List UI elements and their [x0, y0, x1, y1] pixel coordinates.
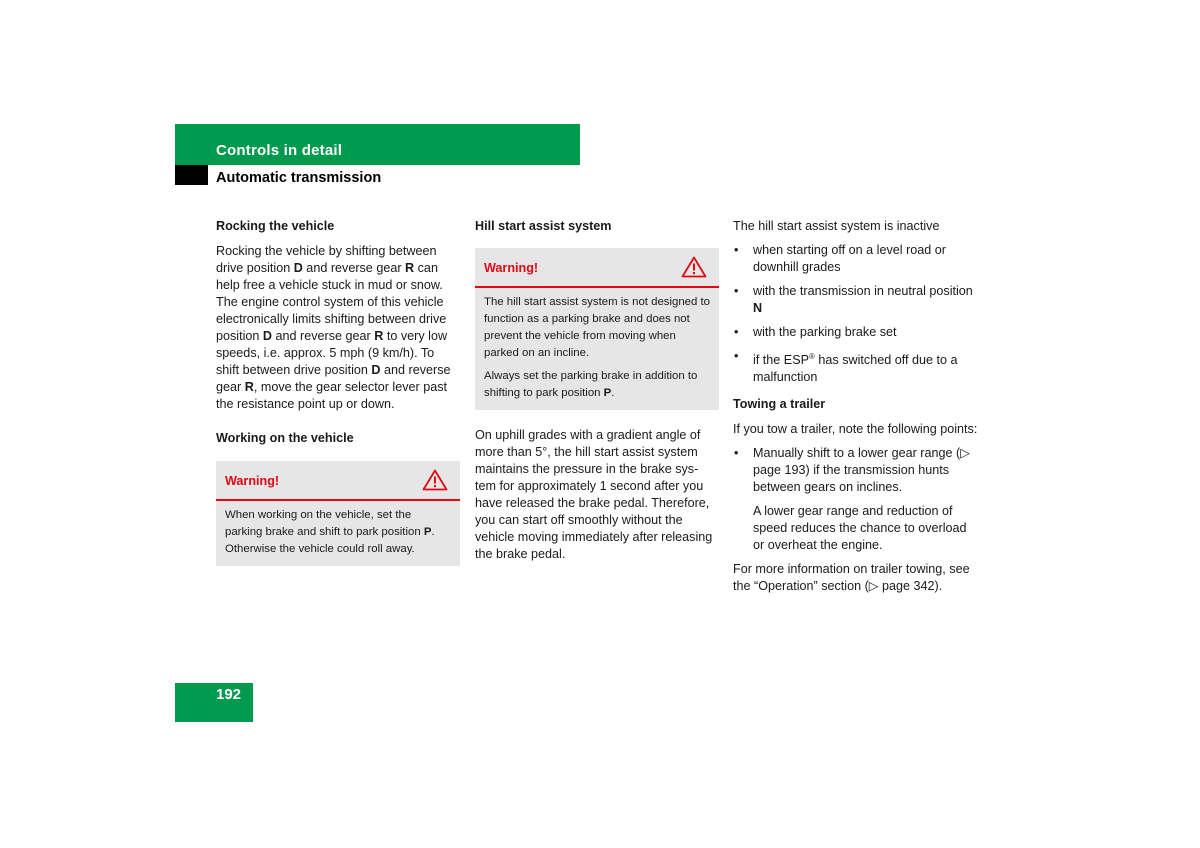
page-number-box — [175, 683, 253, 722]
warning-label: Warning! — [484, 261, 539, 275]
towing-heading: Towing a trailer — [733, 397, 826, 412]
towing-list — [733, 445, 979, 496]
warning-box-working — [216, 461, 460, 566]
section-title: Controls in detail — [216, 142, 343, 159]
list-item: • when starting off on a level road or downhill grades — [733, 242, 979, 276]
warning-text: The hill start assist system is not designed to function as a parking brake and does not prevent the vehicle from moving when parked on an incline. Always set the parking brake in addition to shifting to park position P. — [484, 296, 711, 399]
warning-label: Warning! — [225, 474, 280, 488]
warning-header — [216, 461, 460, 501]
list-item: • Manually shift to a lower gear range (▷ page 193) if the transmission hunts between gears on inclines. — [733, 445, 979, 496]
warning-text: When working on the vehicle, set the parking brake and shift to park position P. Otherwise the vehicle could roll away. — [225, 509, 435, 555]
warning-triangle-icon — [681, 256, 707, 278]
more-info: For more information on trailer towing, see the “Operation” section (▷ page 342). — [733, 562, 970, 594]
rocking-paragraph: Rocking the vehicle by shifting between drive position D and reverse gear R can help free a vehicle stuck in mud or snow. The engine control system of this vehicle electronically limits shifting between drive position D and reverse gear R to very low speeds, i.e. approx. 5 mph (9 km/h). To shift between drive position D and reverse gear R, move the gear selector lever past the resistance point up or down. — [216, 244, 451, 411]
column-left — [216, 218, 460, 566]
rocking-heading: Rocking the vehicle — [216, 219, 335, 233]
column-middle — [475, 218, 719, 570]
header-marker — [175, 165, 208, 185]
list-item: • with the transmission in neutral position N — [733, 283, 979, 317]
list-item: • if the ESP® has switched off due to a malfunction — [733, 348, 979, 386]
page-number: 192 — [216, 686, 242, 703]
towing-intro: If you tow a trailer, note the following points: — [733, 422, 978, 437]
warning-header — [475, 248, 719, 288]
warning-box-hill-start — [475, 248, 719, 410]
hill-start-paragraph: On uphill grades with a gradient angle of more than 5°, the hill start assist system maintains the pressure in the brake sys-tem for approximately 1 second after you have released the brake pedal. Therefore, you can start off smoothly without the vehicle moving immediately after releasing the brake pedal. — [475, 428, 713, 561]
inactive-intro: The hill start assist system is inactive — [733, 219, 940, 233]
warning-triangle-icon — [422, 469, 448, 491]
subsection-title: Automatic transmission — [216, 170, 382, 186]
list-item: • with the parking brake set — [733, 324, 979, 341]
working-heading: Working on the vehicle — [216, 431, 354, 445]
inactive-list — [733, 242, 979, 386]
hill-start-heading: Hill start assist system — [475, 219, 612, 233]
towing-note: A lower gear range and reduction of speed reduces the chance to overload or overheat the engine. — [753, 504, 967, 553]
column-right — [733, 218, 979, 602]
